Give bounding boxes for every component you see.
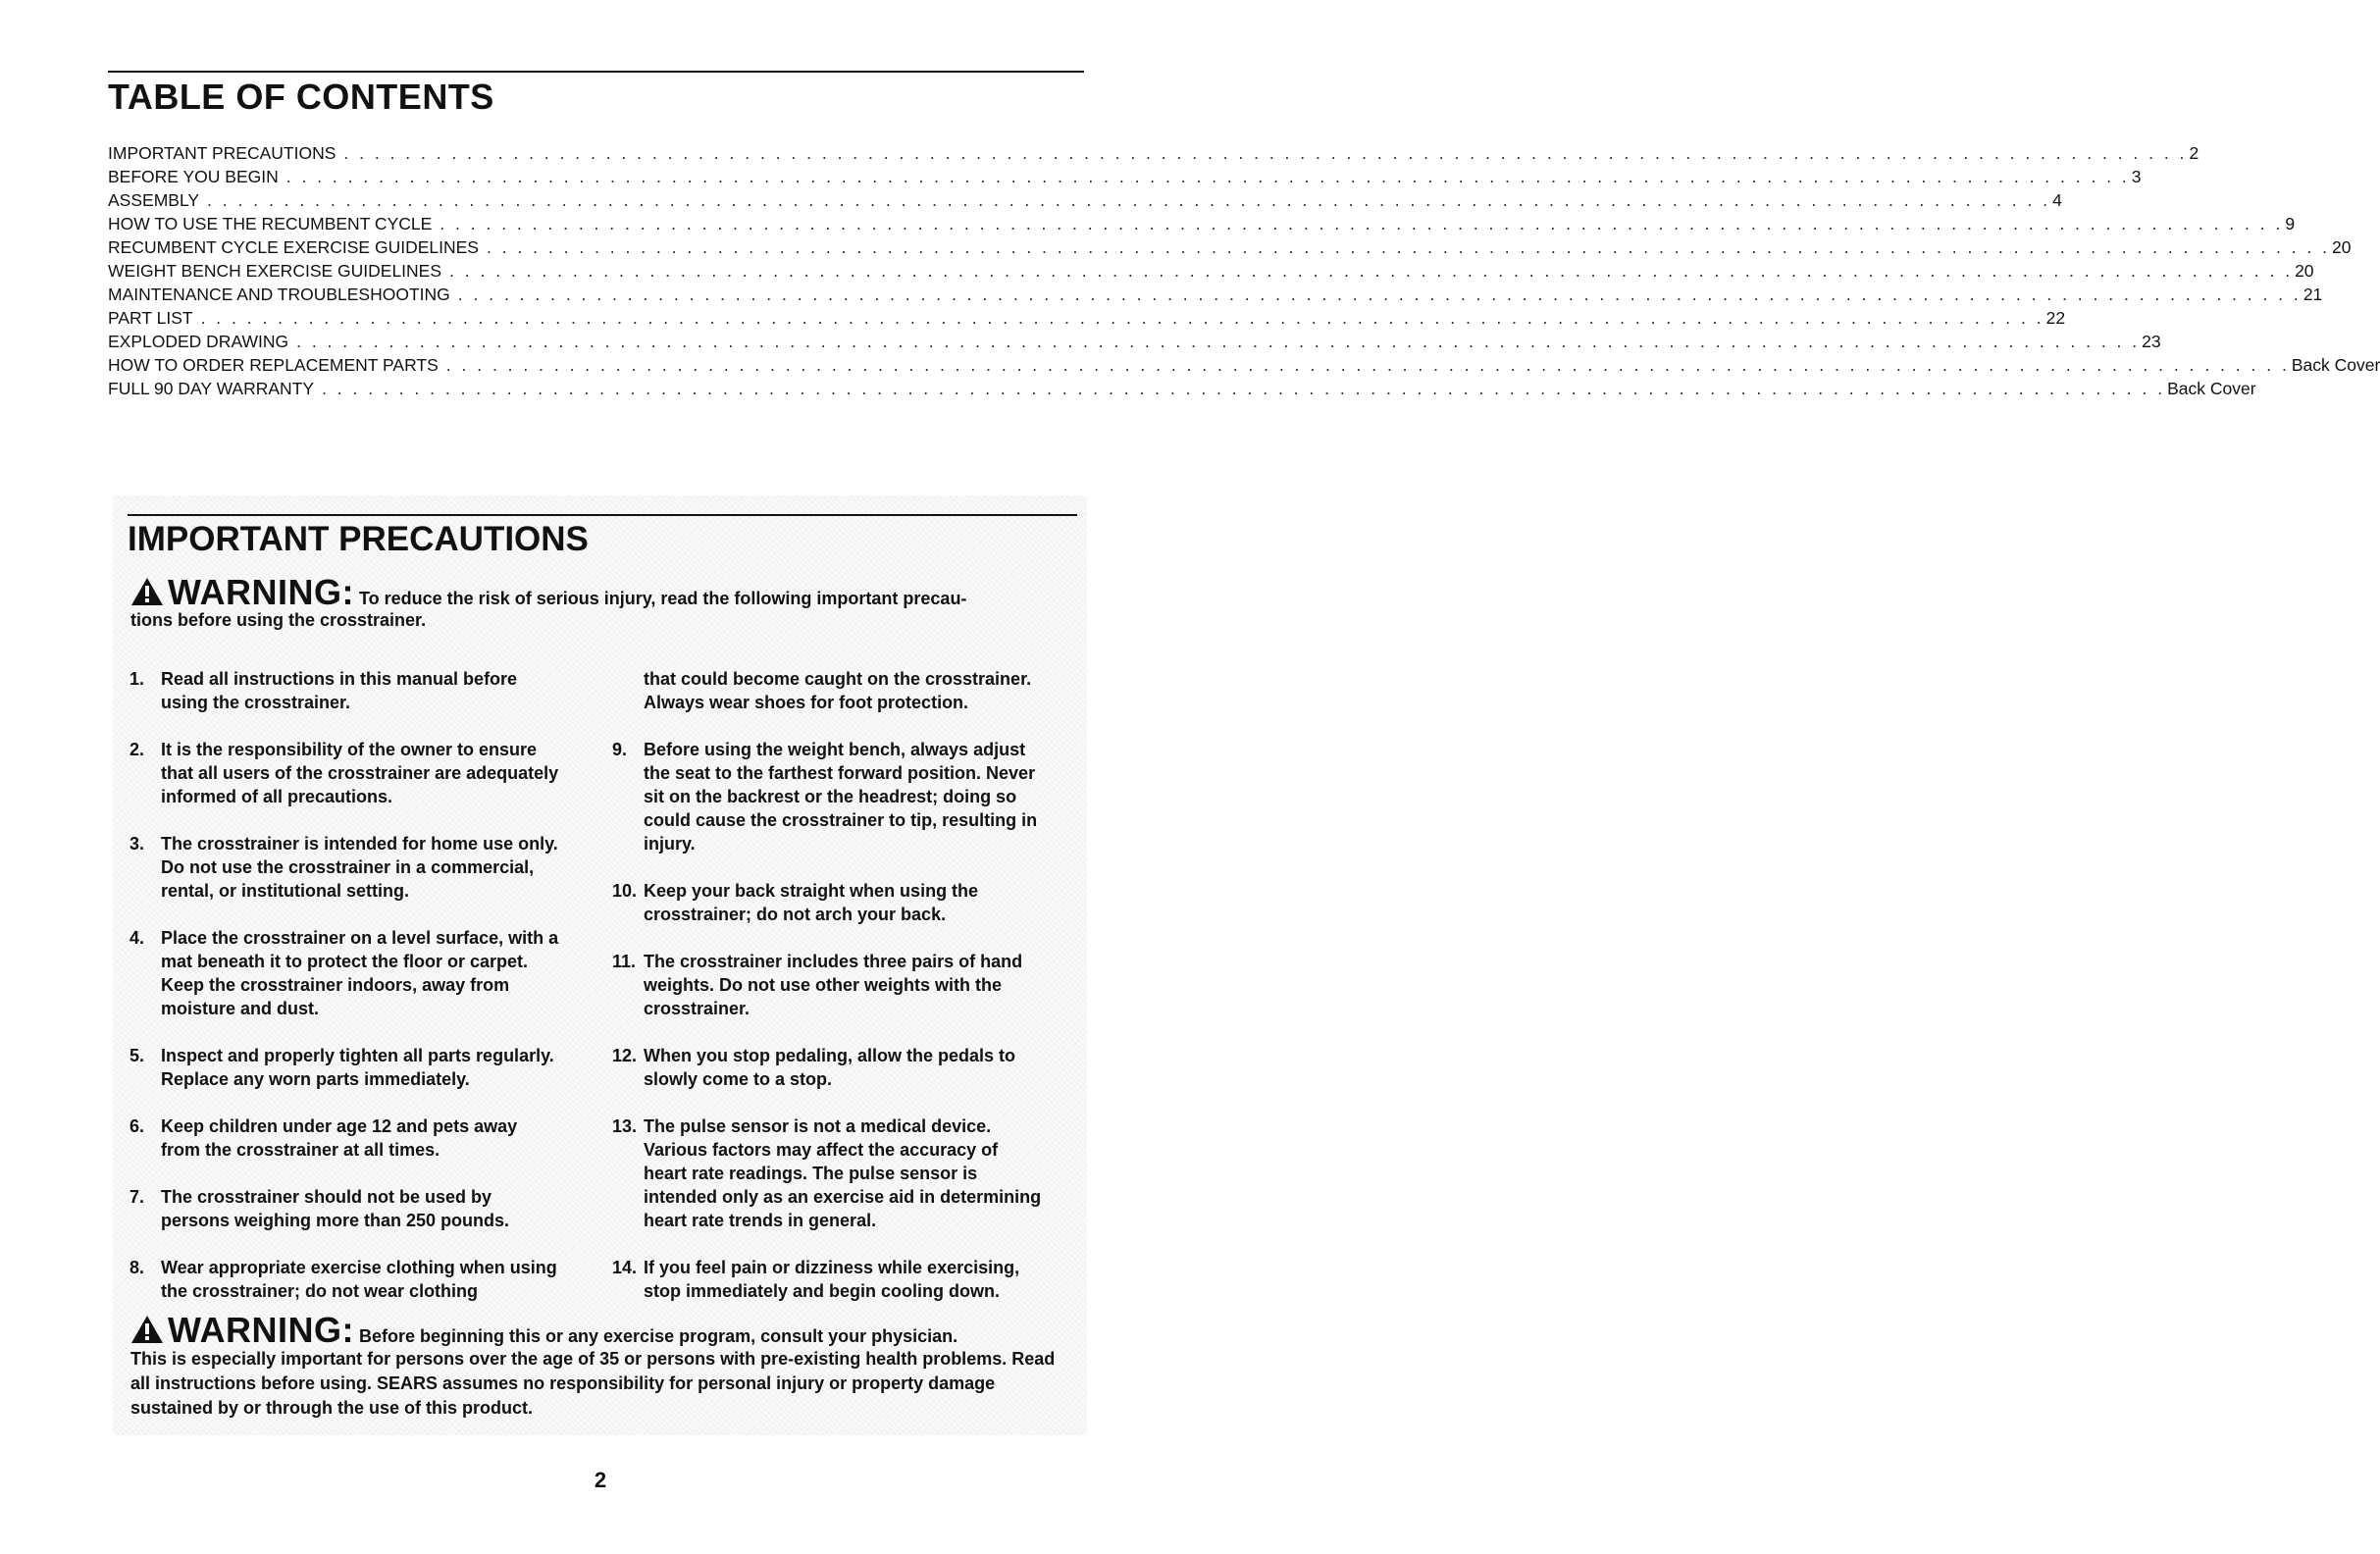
toc-dot-leader: . . . . . . . . . . . . . . . . . . . . . . . . . . . . . . . . . . . . . . . . . . . . . . . . . . . . . . . . . . . . . . . . . . . . . . . . . . . . . . . . . . . . . . . . . . . . . . . . . . . . . . . . . . . . . . . . . . . . . . . . [486,237,2331,257]
toc-entry-page: 22 [2045,308,2066,328]
precautions-right-column [612,667,1044,1326]
precaution-number: 5. [129,1046,145,1065]
warning-bottom-label: WARNING: [168,1310,354,1350]
toc-dot-leader: . . . . . . . . . . . . . . . . . . . . . . . . . . . . . . . . . . . . . . . . . . . . . . . . . . . . . . . . . . . . . . . . . . . . . . . . . . . . . . . . . . . . . . . . . . . . . . . . . . . . . . . . . . . . . . . . . . . . . . . . [200,308,2044,328]
precaution-item [612,1044,1044,1091]
precaution-text: Read all instructions in this manual before using the crosstrainer. [161,669,518,712]
toc-entry-label: MAINTENANCE AND TROUBLESHOOTING [108,285,450,304]
toc-entry-label: RECUMBENT CYCLE EXERCISE GUIDELINES [108,237,479,257]
warning-top-label: WARNING: [168,572,354,612]
precaution-item [612,1256,1044,1303]
precaution-item [129,667,561,714]
toc-entry-page: 2 [2189,143,2199,163]
toc-dot-leader: . . . . . . . . . . . . . . . . . . . . . . . . . . . . . . . . . . . . . . . . . . . . . . . . . . . . . . . . . . . . . . . . . . . . . . . . . . . . . . . . . . . . . . . . . . . . . . . . . . . . . . . . . . . . . . . . . . . . . . . . [457,285,2302,304]
toc-entry [108,285,2323,308]
toc-entry-label: IMPORTANT PRECAUTIONS [108,143,336,163]
warning-top-line1: To reduce the risk of serious injury, read the following important precau- [359,589,967,608]
toc-dot-leader: . . . . . . . . . . . . . . . . . . . . . . . . . . . . . . . . . . . . . . . . . . . . . . . . . . . . . . . . . . . . . . . . . . . . . . . . . . . . . . . . . . . . . . . . . . . . . . . . . . . . . . . . . . . . . . . . . . . . . . . . [445,355,2290,375]
toc-entry-label: FULL 90 DAY WARRANTY [108,379,315,398]
toc-entry [108,190,2062,214]
toc-entry-page: 21 [2302,285,2323,304]
precaution-number: 8. [129,1258,145,1277]
toc-entry-label: WEIGHT BENCH EXERCISE GUIDELINES [108,261,442,281]
toc-entry [108,261,2314,285]
precaution-number: 10. [612,881,638,901]
precaution-item [612,738,1044,855]
toc-rule [108,71,1084,73]
precaution-number: 11. [612,952,637,971]
precaution-item [129,1185,561,1232]
warning-bottom [130,1310,1072,1421]
precaution-text: Place the crosstrainer on a level surface, with a mat beneath it to protect the floor or carpet. Keep the crosstrainer indoors, away from moisture and dust. [161,928,559,1018]
toc-title: TABLE OF CONTENTS [108,77,494,117]
warning-triangle-icon [130,1315,164,1344]
precaution-text: The crosstrainer includes three pairs of hand weights. Do not use other weights with the crosstrainer. [644,952,1023,1018]
toc-dot-leader: . . . . . . . . . . . . . . . . . . . . . . . . . . . . . . . . . . . . . . . . . . . . . . . . . . . . . . . . . . . . . . . . . . . . . . . . . . . . . . . . . . . . . . . . . . . . . . . . . . . . . . . . . . . . . . . . . . . . . . . . [322,379,2166,398]
precaution-text: Before using the weight bench, always adjust the seat to the farthest forward position. Never sit on the backrest or the headrest; doing so could cause the crosstrainer to tip, resulting in injury. [644,740,1038,854]
toc-entry [108,214,2296,237]
precaution-number: 12. [612,1046,638,1065]
warning-bottom-body: This is especially important for persons over the age of 35 or persons with pre-existing health problems. Read all instructions before using. SEARS assumes no responsibility for personal injury or property damage sustained by or through the use of this product. [130,1349,1056,1418]
precaution-item [129,832,561,903]
precaution-number: 6. [129,1116,145,1136]
toc-entry-page: 9 [2285,214,2296,233]
precaution-text: The crosstrainer should not be used by persons weighing more than 250 pounds. [161,1187,510,1230]
precaution-number: 3. [129,834,145,854]
toc-entry-page: 4 [2052,190,2062,210]
toc-dot-leader: . . . . . . . . . . . . . . . . . . . . . . . . . . . . . . . . . . . . . . . . . . . . . . . . . . . . . . . . . . . . . . . . . . . . . . . . . . . . . . . . . . . . . . . . . . . . . . . . . . . . . . . . . . . . . . . . . . . . . . . . [343,143,2188,163]
toc-entry [108,332,2161,355]
precaution-number: 4. [129,928,145,948]
precaution-text: Inspect and properly tighten all parts regularly. Replace any worn parts immediately. [161,1046,554,1089]
precautions-rule [128,514,1077,516]
warning-top-line2: tions before using the crosstrainer. [130,610,427,630]
precaution-item [612,879,1044,926]
precaution-item [612,1114,1044,1232]
toc-dot-leader: . . . . . . . . . . . . . . . . . . . . . . . . . . . . . . . . . . . . . . . . . . . . . . . . . . . . . . . . . . . . . . . . . . . . . . . . . . . . . . . . . . . . . . . . . . . . . . . . . . . . . . . . . . . . . . . . . . . . . . . . [440,214,2284,233]
precaution-number: 2. [129,740,145,759]
toc-entry-label: PART LIST [108,308,193,328]
precaution-number: 13. [612,1116,638,1136]
precaution-text: The pulse sensor is not a medical device. Various factors may affect the accuracy of heart rate readings. The pulse sensor is intended only as an exercise aid in determining heart rate trends in general. [644,1116,1042,1230]
precautions-left-column [129,667,561,1326]
precaution-text: Wear appropriate exercise clothing when using the crosstrainer; do not wear clothing [161,1258,557,1301]
warning-bottom-line1: Before beginning this or any exercise program, consult your physician. [359,1326,958,1346]
toc-entry-label: EXPLODED DRAWING [108,332,289,351]
toc-entry-label: BEFORE YOU BEGIN [108,167,279,186]
precaution-item [129,1044,561,1091]
precaution-text: The crosstrainer is intended for home use only. Do not use the crosstrainer in a commercial, rental, or institutional setting. [161,834,558,901]
toc-dot-leader: . . . . . . . . . . . . . . . . . . . . . . . . . . . . . . . . . . . . . . . . . . . . . . . . . . . . . . . . . . . . . . . . . . . . . . . . . . . . . . . . . . . . . . . . . . . . . . . . . . . . . . . . . . . . . . . . . . . . . . . . [285,167,2130,186]
precaution-number: 1. [129,669,145,689]
toc-entry-label: HOW TO ORDER REPLACEMENT PARTS [108,355,439,375]
warning-triangle-icon [130,577,164,606]
toc-entry-page: 3 [2131,167,2142,186]
precaution-text: If you feel pain or dizziness while exercising, stop immediately and begin cooling down. [644,1258,1020,1301]
toc-entry [108,167,2142,190]
precaution-item [612,950,1044,1020]
precautions-title: IMPORTANT PRECAUTIONS [128,520,589,558]
toc-entry [108,143,2199,167]
toc-entry-label: ASSEMBLY [108,190,200,210]
precaution-item [129,1256,561,1303]
toc-entry-page: Back Cover [2167,379,2256,398]
toc-entry-label: HOW TO USE THE RECUMBENT CYCLE [108,214,433,233]
toc-entry-page: Back Cover [2291,355,2380,375]
precaution-number: 14. [612,1258,638,1277]
precaution-item [129,926,561,1020]
precaution-number: 7. [129,1187,145,1207]
precaution-text: Keep your back straight when using the crosstrainer; do not arch your back. [644,881,979,924]
toc-dot-leader: . . . . . . . . . . . . . . . . . . . . . . . . . . . . . . . . . . . . . . . . . . . . . . . . . . . . . . . . . . . . . . . . . . . . . . . . . . . . . . . . . . . . . . . . . . . . . . . . . . . . . . . . . . . . . . . . . . . . . . . . [207,190,2051,210]
precaution-item [129,738,561,808]
precaution-text: It is the responsibility of the owner to ensure that all users of the crosstrainer are adequately informed of all precautions. [161,740,559,806]
toc-dot-leader: . . . . . . . . . . . . . . . . . . . . . . . . . . . . . . . . . . . . . . . . . . . . . . . . . . . . . . . . . . . . . . . . . . . . . . . . . . . . . . . . . . . . . . . . . . . . . . . . . . . . . . . . . . . . . . . . . . . . . . . . [449,261,2294,281]
toc-entry [108,379,2256,402]
item-8-continued: that could become caught on the crosstrainer. Always wear shoes for foot protection. [644,669,1032,712]
precaution-text: When you stop pedaling, allow the pedals to slowly come to a stop. [644,1046,1016,1089]
toc-entry-page: 20 [2332,237,2352,257]
toc-list [108,143,2380,402]
toc-entry [108,308,2066,332]
toc-entry-page: 23 [2142,332,2161,351]
page-number: 2 [594,1468,607,1492]
warning-top [130,572,1072,632]
precaution-number: 9. [612,740,628,759]
precaution-text: Keep children under age 12 and pets away from the crosstrainer at all times. [161,1116,518,1160]
precaution-item [129,1114,561,1162]
toc-entry-page: 20 [2295,261,2314,281]
toc-dot-leader: . . . . . . . . . . . . . . . . . . . . . . . . . . . . . . . . . . . . . . . . . . . . . . . . . . . . . . . . . . . . . . . . . . . . . . . . . . . . . . . . . . . . . . . . . . . . . . . . . . . . . . . . . . . . . . . . . . . . . . . . [296,332,2141,351]
toc-entry [108,237,2352,261]
toc-entry [108,355,2380,379]
